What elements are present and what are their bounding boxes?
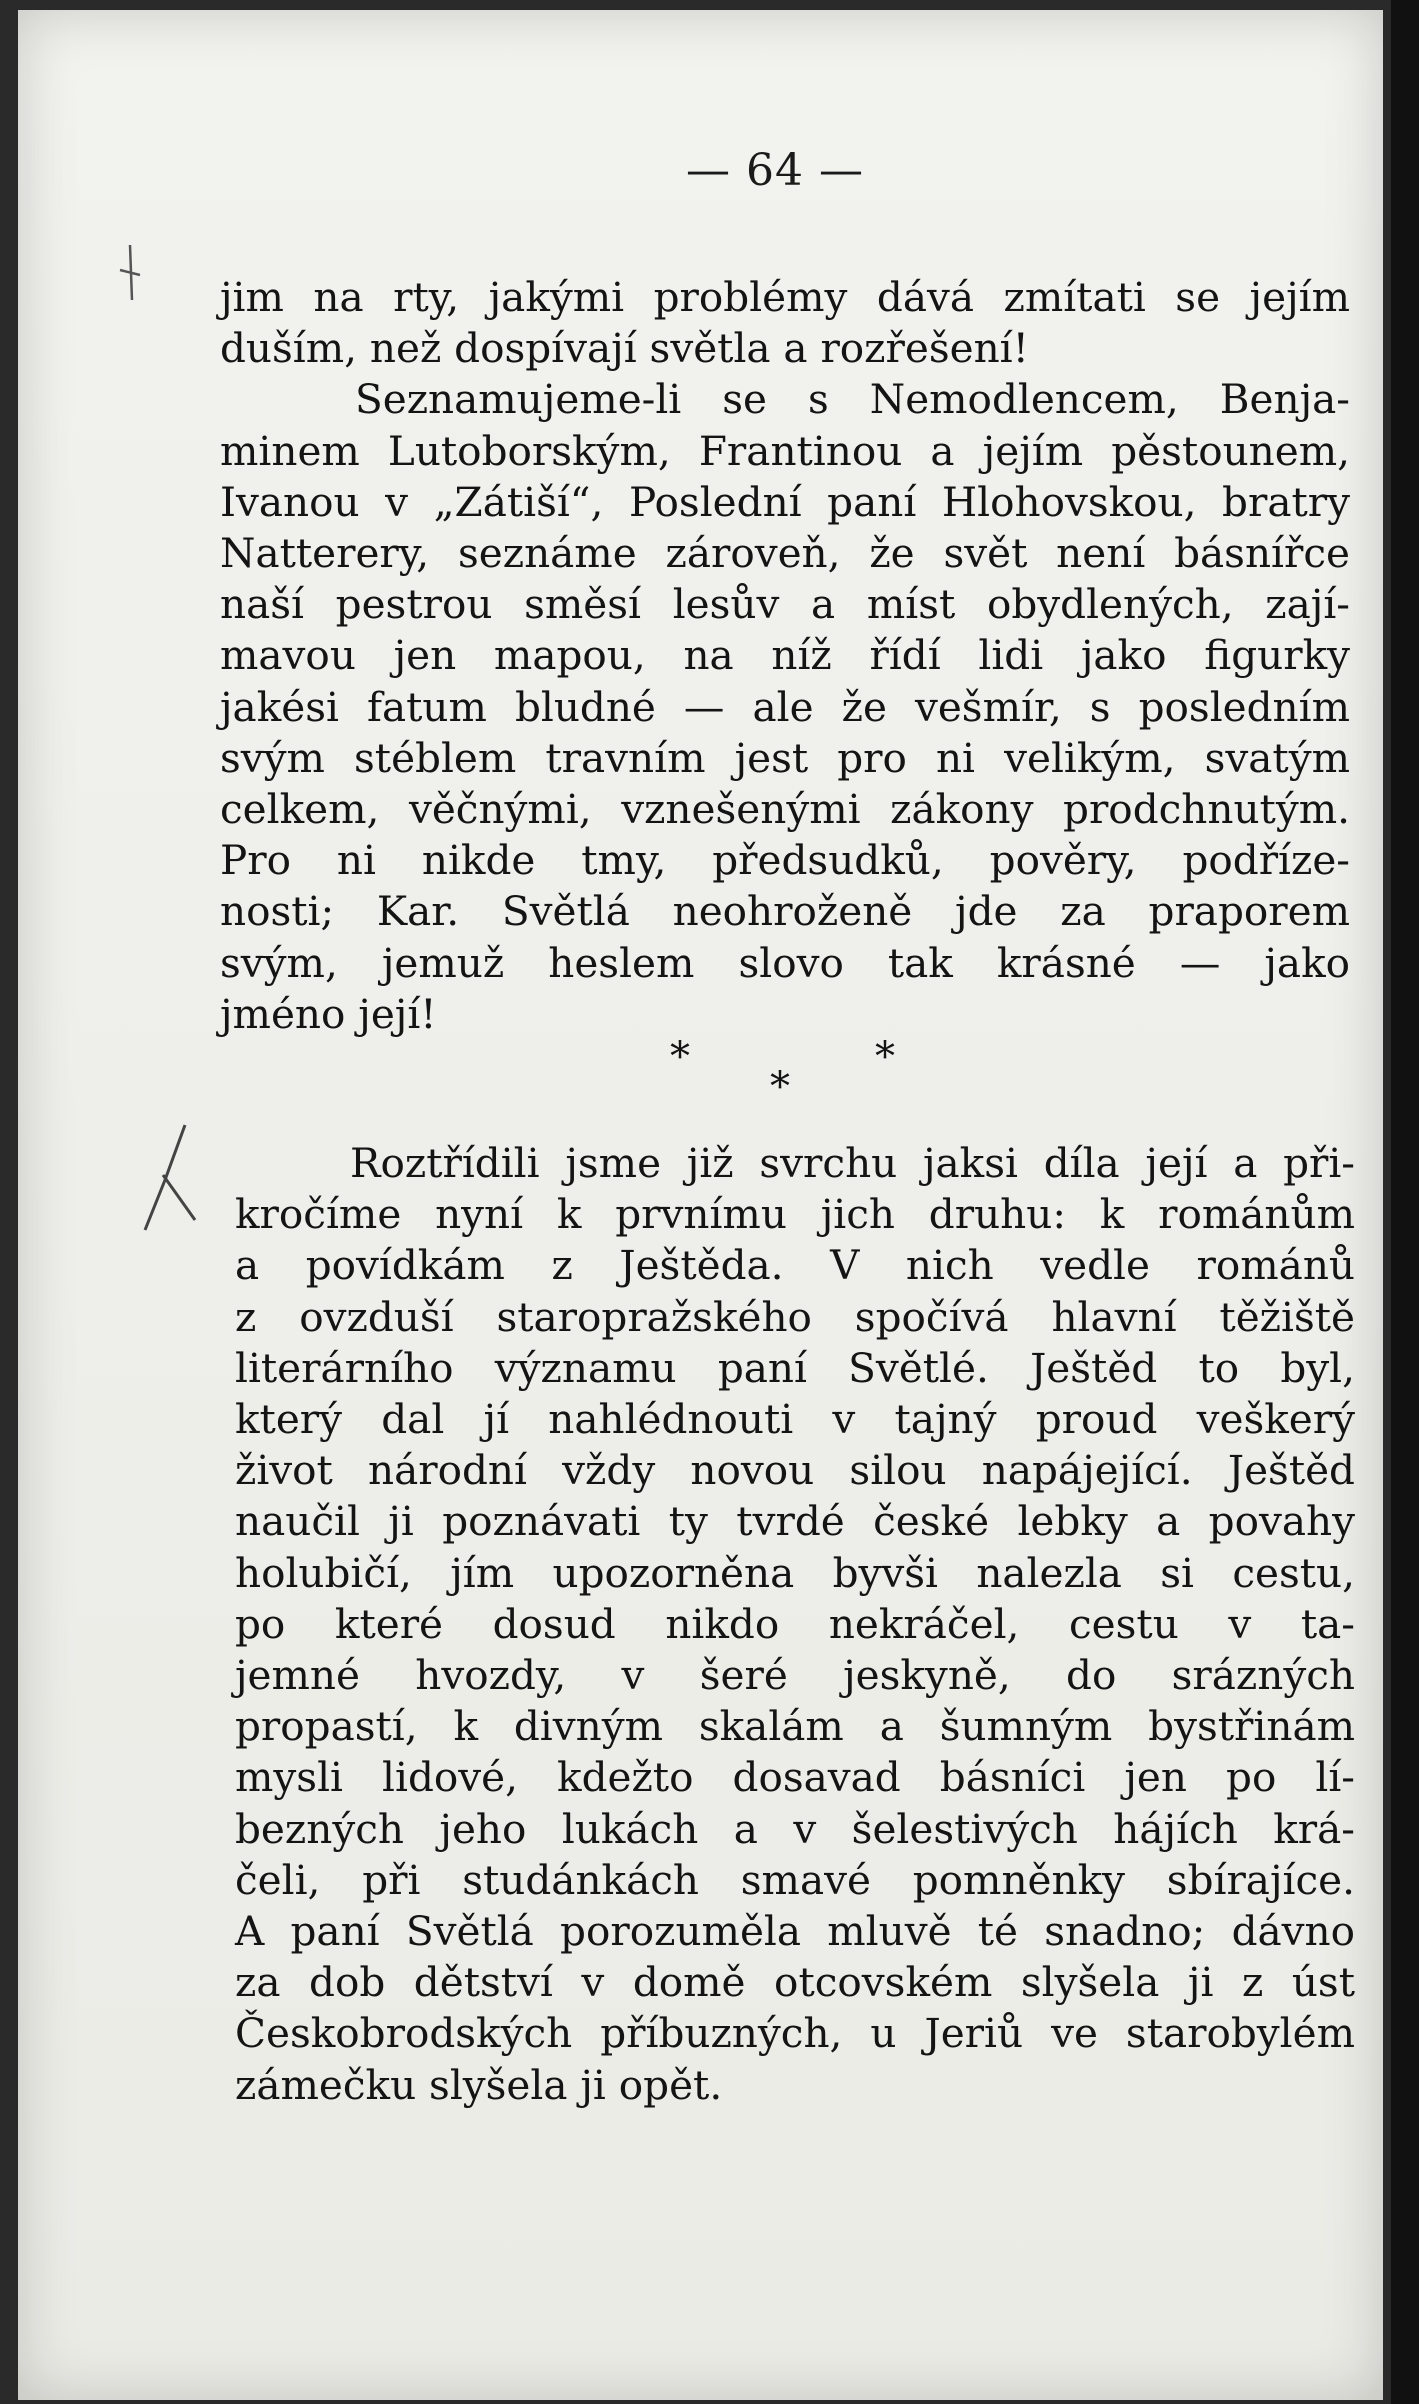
text-line: Ivanou v „Zátiší“, Poslední paní Hlohovskou, bratry (220, 477, 1350, 526)
text-line: Českobrodských příbuzných, u Jeriů ve starobylém (235, 2009, 1355, 2058)
text-line: duším, než dospívají světla a rozřešení! (220, 324, 1029, 373)
text-line: jakési fatum bludné — ale že vešmír, s posledním (220, 682, 1350, 731)
text-line: za dob dětství v domě otcovském slyšela ji z úst (235, 1958, 1355, 2007)
text-line: svým stéblem travním jest pro ni velikým, svatým (220, 733, 1350, 782)
page-number: — 64 — (686, 145, 864, 196)
text-line: propastí, k divným skalám a šumným bystřinám (235, 1702, 1355, 1751)
asterisk: * (875, 1034, 895, 1080)
text-line: Natterery, seznáme zároveň, že svět není básnířce (220, 529, 1350, 578)
text-line: Roztřídili jsme již svrchu jaksi díla její a při- (350, 1139, 1355, 1187)
text-line: naší pestrou směsí lesův a míst obydlených, zají- (220, 580, 1350, 629)
text-line: zámečku slyšela ji opět. (235, 2060, 723, 2109)
text-line: čeli, při studánkách smavé pomněnky sbírajíce. (235, 1855, 1355, 1904)
text-line: literárního významu paní Světlé. Ještěd to byl, (235, 1343, 1355, 1392)
text-line: mavou jen mapou, na níž řídí lidi jako figurky (220, 631, 1350, 680)
text-line: holubičí, jím upozorněna byvši nalezla si cestu, (235, 1548, 1355, 1597)
text-line: jméno její! (220, 989, 437, 1038)
paragraph-1 (220, 272, 1350, 1040)
paragraph-2 (235, 1138, 1355, 2111)
text-line: jim na rty, jakými problémy dává zmítati se jejím (220, 273, 1350, 321)
text-line: Pro ni nikde tmy, předsudků, pověry, podříze- (220, 836, 1350, 885)
text-line: jemné hvozdy, v šeré jeskyně, do srázných (235, 1651, 1355, 1700)
text-line: a povídkám z Ještěda. V nich vedle románů (235, 1241, 1355, 1290)
pencil-margin-mark (135, 1120, 215, 1240)
text-line: naučil ji poznávati ty tvrdé české lebky a povahy (235, 1497, 1355, 1546)
page-edge-shadow (1391, 0, 1419, 2404)
text-line: A paní Světlá porozuměla mluvě té snadno; dávno (235, 1907, 1355, 1956)
page-edge-mark (110, 240, 150, 340)
text-line: Seznamujeme-li se s Nemodlencem, Benja- (355, 375, 1350, 424)
text-line: celkem, věčnými, vznešenými zákony prodchnutým. (220, 785, 1350, 834)
text-line: bezných jeho lukách a v šelestivých hájích krá- (235, 1804, 1355, 1853)
margin-mark-stroke (145, 1125, 195, 1230)
asterism-separator (660, 1034, 920, 1114)
edge-mark-stroke (120, 245, 140, 300)
text-line: mysli lidové, kdežto dosavad básníci jen po lí- (235, 1753, 1355, 1802)
text-line: svým, jemuž heslem slovo tak krásné — jako (220, 938, 1350, 987)
text-line: nosti; Kar. Světlá neohroženě jde za praporem (220, 887, 1350, 936)
asterisk: * (670, 1034, 690, 1080)
text-line: po které dosud nikdo nekráčel, cestu v ta- (235, 1599, 1355, 1648)
text-line: který dal jí nahlédnouti v tajný proud veškerý (235, 1395, 1355, 1444)
text-line: z ovzduší staropražského spočívá hlavní těžiště (235, 1292, 1355, 1341)
text-line: kročíme nyní k prvnímu jich druhu: k románům (235, 1190, 1355, 1239)
text-line: minem Lutoborským, Frantinou a jejím pěstounem, (220, 426, 1350, 475)
asterisk: * (770, 1064, 790, 1110)
text-line: život národní vždy novou silou napájející. Ještěd (235, 1446, 1355, 1495)
